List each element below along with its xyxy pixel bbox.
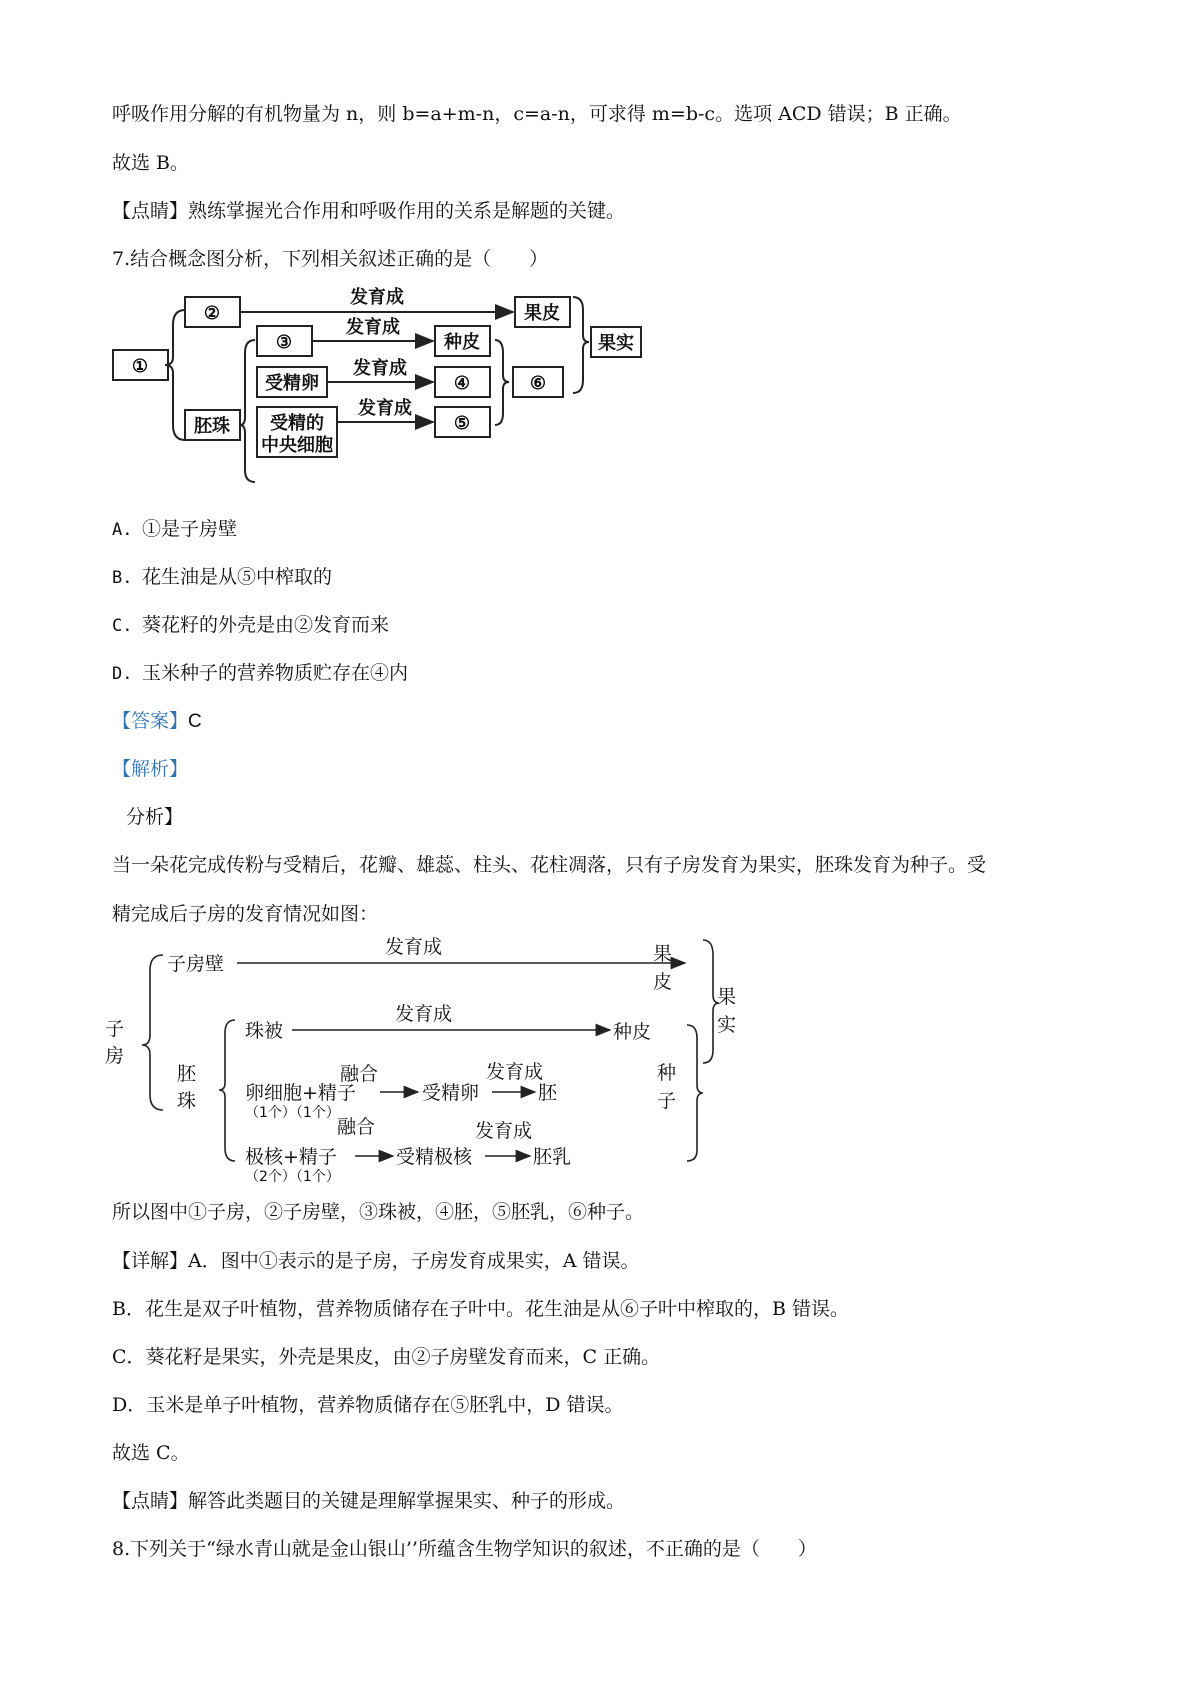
egg-plus-sperm: 卵细胞+精子 xyxy=(245,1082,356,1104)
develops-d: 发育成 xyxy=(475,1120,533,1142)
integument: 珠被 xyxy=(245,1020,284,1042)
point-note-2: 【点睛】解答此类题目的关键是理解掌握果实、种子的形成。 xyxy=(112,1490,626,1512)
seed-coat-label: 种皮 xyxy=(444,332,480,353)
detail-d: D．玉米是单子叶植物，营养物质储存在⑤胚乳中，D 错误。 xyxy=(112,1394,624,1416)
develops-label-4: 发育成 xyxy=(358,398,412,419)
seed-char-2: 子 xyxy=(657,1090,677,1112)
central-cell-label-2: 中央细胞 xyxy=(261,435,333,456)
node-6-label: ⑥ xyxy=(529,373,547,394)
seed-coat: 种皮 xyxy=(613,1021,652,1043)
ovary-wall: 子房壁 xyxy=(167,953,225,975)
endosperm: 胚乳 xyxy=(533,1146,572,1168)
option-c: C. 葵花籽的外壳是由②发育而来 xyxy=(112,614,390,636)
detail-c: C．葵花籽是果实，外壳是果皮，由②子房壁发育而来，C 正确。 xyxy=(112,1346,661,1368)
pericarp-char-2: 皮 xyxy=(653,971,673,993)
option-b: B. 花生油是从⑤中榨取的 xyxy=(112,566,333,588)
count-2-1: （2个）（1个） xyxy=(245,1169,340,1185)
fruit-char-1: 果 xyxy=(717,986,737,1008)
polar-plus-sperm: 极核+精子 xyxy=(245,1146,337,1168)
option-d: D. 玉米种子的营养物质贮存在④内 xyxy=(112,662,409,684)
text-line: 呼吸作用分解的有机物量为 n，则 b=a+m-n，c=a-n，可求得 m=b-c。选项 ACD 错误；B 正确。 xyxy=(112,103,962,125)
detail-a: 【详解】A．图中①表示的是子房，子房发育成果实，A 错误。 xyxy=(112,1250,640,1272)
embryo: 胚 xyxy=(538,1082,558,1104)
analysis-heading: 【解析】 xyxy=(112,758,189,780)
develops-label-1: 发育成 xyxy=(350,287,404,308)
fruit-label: 果实 xyxy=(598,333,634,354)
detail-b: B．花生是双子叶植物，营养物质储存在子叶中。花生油是从⑥子叶中榨取的，B 错误。 xyxy=(112,1298,849,1320)
question-8: 8.下列关于“绿水青山就是金山银山’’所蕴含生物学知识的叙述，不正确的是（ ） xyxy=(112,1538,817,1560)
fertilized-polar: 受精极核 xyxy=(396,1146,473,1168)
pericarp-char-1: 果 xyxy=(653,943,673,965)
node-5-label: ⑤ xyxy=(453,413,471,434)
node-4-label: ④ xyxy=(453,373,471,394)
count-1-1: （1个）（1个） xyxy=(245,1105,340,1121)
develops-label-2: 发育成 xyxy=(346,317,400,338)
paragraph: 当一朵花完成传粉与受精后，花瓣、雄蕊、柱头、花柱凋落，只有子房发育为果实，胚珠发育为种子。受 xyxy=(112,854,987,876)
question-7: 7.结合概念图分析，下列相关叙述正确的是（ ） xyxy=(112,248,549,270)
fuse-a: 融合 xyxy=(340,1063,379,1085)
develops-c: 发育成 xyxy=(486,1061,544,1083)
ovule-char-1: 胚 xyxy=(177,1063,197,1085)
ovule-label: 胚珠 xyxy=(194,416,230,437)
central-cell-label-1: 受精的 xyxy=(270,413,324,434)
zygote: 受精卵 xyxy=(422,1082,480,1104)
ovary-char-2: 房 xyxy=(105,1045,125,1067)
develops-a: 发育成 xyxy=(385,936,443,958)
develops-b: 发育成 xyxy=(395,1003,453,1025)
summary: 所以图中①子房，②子房壁，③珠被，④胚，⑤胚乳，⑥种子。 xyxy=(112,1201,645,1223)
fuse-b: 融合 xyxy=(337,1116,376,1138)
ovary-char-1: 子 xyxy=(105,1018,125,1040)
develops-label-3: 发育成 xyxy=(353,358,407,379)
fertilized-egg-label: 受精卵 xyxy=(265,373,319,394)
fruit-char-2: 实 xyxy=(717,1014,737,1036)
pericarp-label: 果皮 xyxy=(524,303,560,324)
analysis-sub: 分析】 xyxy=(126,806,184,828)
node-2-label: ② xyxy=(203,303,221,324)
choose: 故选 C。 xyxy=(112,1442,190,1464)
paragraph: 精完成后子房的发育情况如图： xyxy=(112,903,379,925)
concept-diagram xyxy=(105,285,665,500)
answer: 【答案】C xyxy=(112,710,202,732)
ovule-char-2: 珠 xyxy=(177,1090,197,1112)
seed-char-1: 种 xyxy=(657,1062,677,1084)
point-note: 【点睛】熟练掌握光合作用和呼吸作用的关系是解题的关键。 xyxy=(112,200,626,222)
text-line: 故选 B。 xyxy=(112,152,190,174)
option-a: A. ①是子房壁 xyxy=(112,518,238,540)
node-1-label: ① xyxy=(131,356,149,377)
ovary-development-diagram xyxy=(105,935,737,1190)
node-3-label: ③ xyxy=(275,332,293,353)
